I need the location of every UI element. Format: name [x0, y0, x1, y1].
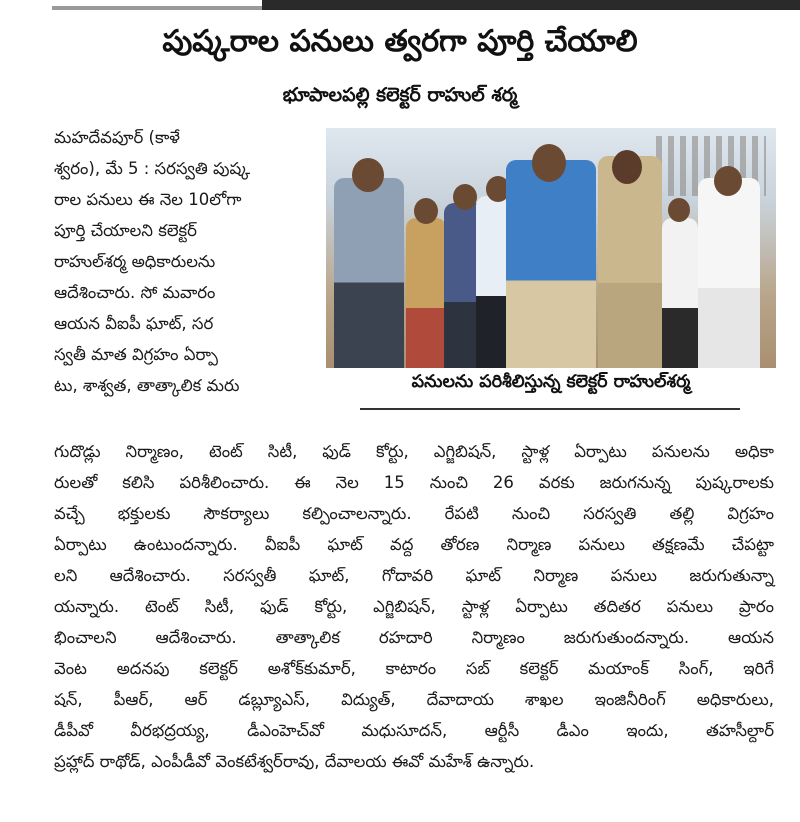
body-line: భించాలని ఆదేశించారు. తాత్కాలిక రహదారి నిర్మాణం జరుగుతుందన్నారు. ఆయన [54, 628, 774, 647]
intro-line: స్వతీ మాత విగ్రహం ఏర్పా [54, 345, 218, 364]
photo-caption: పనులను పరిశీలిస్తున్న కలెక్టర్ రాహుల్‌శర్మ [411, 372, 691, 392]
intro-line: పూర్తి చేయాలని కలెక్టర్ [54, 221, 197, 240]
news-photo [326, 128, 776, 368]
body-line: వెంట అదనపు కలెక్టర్ అశోక్‌కుమార్, కాటారం సబ్ కలెక్టర్ మయాంక్ సింగ్, ఇరిగే [54, 659, 774, 678]
top-rule-dark [262, 0, 800, 10]
person-head [414, 198, 438, 224]
body-line: షన్, పీఆర్, ఆర్ డబ్ల్యూఎస్, విద్యుత్, దేవాదాయ శాఖల ఇంజినీరింగ్ అధికారులు, [54, 690, 774, 709]
intro-line: ఆయన వీఐపీ ఘాట్, సర [54, 314, 214, 333]
person-figure [334, 178, 404, 368]
intro-line: టు, శాశ్వత, తాత్కాలిక మరు [54, 376, 240, 395]
intro-line: ఆదేశించారు. సో మవారం [54, 283, 216, 302]
person-figure [406, 218, 446, 368]
person-head [532, 144, 566, 182]
article-body [54, 436, 774, 777]
headline: పుష్కరాల పనులు త్వరగా పూర్తి చేయాలి [162, 24, 638, 59]
subheadline: భూపాలపల్లి కలెక్టర్ రాహుల్ శర్మ [282, 84, 518, 106]
body-line: యన్నారు. టెంట్ సిటీ, ఫుడ్ కోర్టు, ఎగ్జిబిషన్, స్టాళ్ల ఏర్పాటు తదితర పనులు ప్రారం [54, 597, 774, 616]
person-head [352, 158, 384, 192]
body-line: వచ్చే భక్తులకు సౌకర్యాలు కల్పించాలన్నారు. రేపటి నుంచి సరస్వతి తల్లి విగ్రహం [54, 504, 774, 523]
intro-line: రాల పనులు ఈ నెల 10లోగా [54, 190, 242, 209]
intro-line: రాహుల్‌శర్మ అధికారులను [54, 252, 216, 271]
body-line: గుదొడ్లు నిర్మాణం, టెంట్ సిటీ, ఫుడ్ కోర్టు, ఎగ్జిబిషన్, స్టాళ్ల ఏర్పాటు పనులను అధికా [54, 442, 774, 461]
body-line: ప్రహ్లాద్ రాథోడ్, ఎంపీడీవో వెంకటేశ్వర్‌రావు, దేవాలయ ఈవో మహేశ్ ఉన్నారు. [54, 752, 535, 771]
intro-line: శ్వరం), మే 5 : సరస్వతి పుష్క [54, 159, 251, 178]
caption-underline [360, 408, 740, 410]
body-line: డీపీవో వీరభద్రయ్య, డీఎంహెచ్‌వో మధుసూదన్, ఆర్టీసీ డీఎం ఇందు, తహసీల్దార్ [54, 721, 774, 740]
person-figure [698, 178, 760, 368]
intro-column [54, 122, 314, 401]
person-figure [506, 160, 596, 368]
person-figure [598, 156, 662, 368]
person-figure [662, 218, 698, 368]
body-line: రులతో కలిసి పరిశీలించారు. ఈ నెల 15 నుంచి 26 వరకు జరుగనున్న పుష్కరాలకు [54, 473, 774, 492]
person-head [453, 184, 477, 210]
intro-line: మహదేవపూర్ (కాళే [54, 128, 180, 147]
top-rule-gray [52, 6, 262, 10]
person-head [714, 166, 742, 196]
person-head [612, 150, 642, 184]
body-line: లని ఆదేశించారు. సరస్వతీ ఘాట్, గోదావరి ఘాట్ నిర్మాణ పనులు జరుగుతున్నా [54, 566, 774, 585]
person-head [668, 198, 690, 222]
body-line: ఏర్పాటు ఉంటుందన్నారు. వీఐపీ ఘాట్ వద్ద తోరణ నిర్మాణ పనులు తక్షణమే చేపట్టా [54, 535, 774, 554]
